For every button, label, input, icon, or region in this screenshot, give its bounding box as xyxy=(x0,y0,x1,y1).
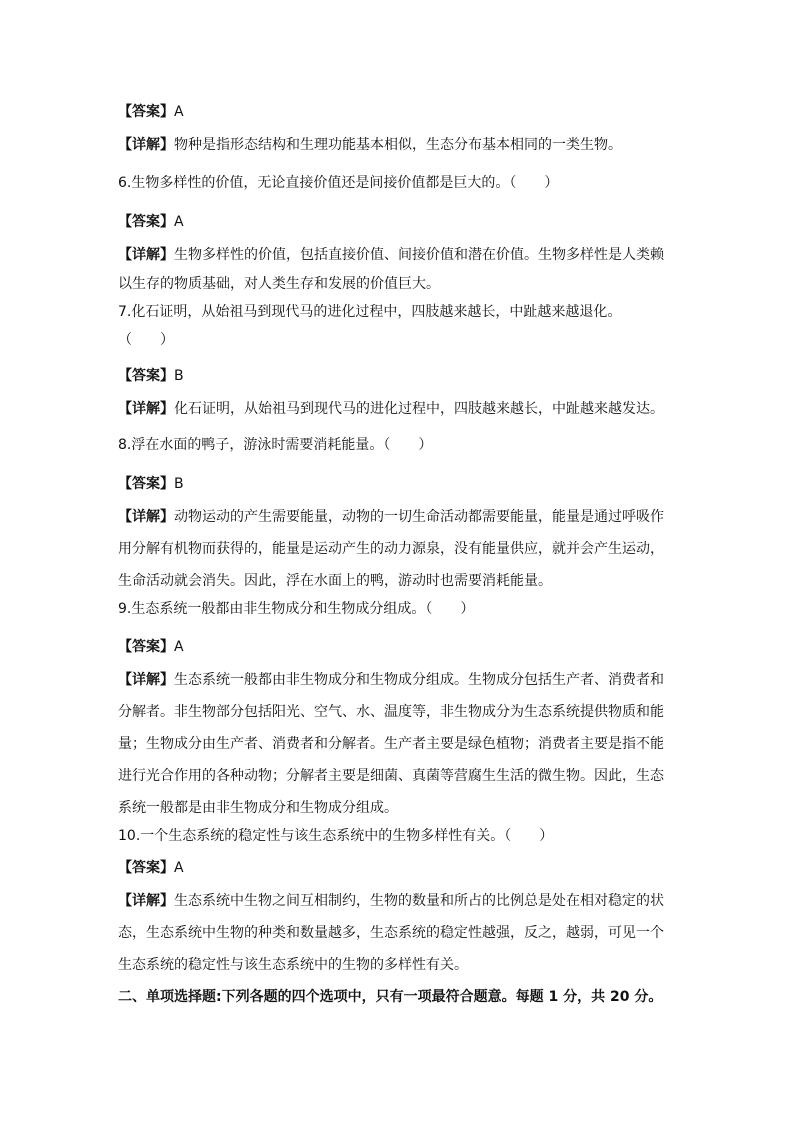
detail-text: 化石证明，从始祖马到现代马的进化过程中，四肢越来越长，中趾越来越发达。 xyxy=(174,401,664,417)
detail-line-q7 xyxy=(118,397,678,421)
answer-line-q9 xyxy=(118,635,678,659)
detail-tag: 【详解】 xyxy=(118,672,174,688)
answer-line-q6 xyxy=(118,210,678,234)
question-q6: 6.生物多样性的价值，无论直接价值还是间接价值都是巨大的。（ ） xyxy=(118,175,559,191)
detail-text: 生态系统中生物之间互相制约，生物的数量和所占的比例总是处在相对稳定的状 xyxy=(174,893,664,909)
answer-tag: 【答案】 xyxy=(118,639,174,655)
detail-text: 物种是指形态结构和生理功能基本相似，生态分布基本相同的一类生物。 xyxy=(174,137,622,153)
detail-text: 动物运动的产生需要能量，动物的一切生命活动都需要能量，能量是通过呼吸作 xyxy=(174,509,664,525)
detail-line-q5 xyxy=(118,133,678,157)
detail-text: 态，生态系统中生物的种类和数量越多，生态系统的稳定性越强，反之，越弱，可见一个 xyxy=(118,925,664,941)
detail-text: 以生存的物质基础，对人类生存和发展的价值巨大。 xyxy=(118,276,440,292)
question-q8: 8.浮在水面的鸭子，游泳时需要消耗能量。（ ） xyxy=(118,437,433,453)
detail-text: 分解者。非生物部分包括阳光、空气、水、温度等，非生物成分为生态系统提供物质和能 xyxy=(118,704,664,720)
answer-value: A xyxy=(174,639,184,655)
answer-value: A xyxy=(174,104,184,120)
answer-line-q7 xyxy=(118,364,678,388)
detail-text: 生态系统一般都由非生物成分和生物成分组成。生物成分包括生产者、消费者和 xyxy=(174,672,664,688)
answer-value: B xyxy=(174,476,184,492)
detail-text: 系统一般都是由非生物成分和生物成分组成。 xyxy=(118,800,398,816)
detail-tag: 【详解】 xyxy=(118,509,174,525)
answer-tag: 【答案】 xyxy=(118,368,174,384)
question-q9: 9.生态系统一般都由非生物成分和生物成分组成。（ ） xyxy=(118,601,475,617)
answer-line-q10 xyxy=(118,856,678,880)
answer-tag: 【答案】 xyxy=(118,104,174,120)
answer-tag: 【答案】 xyxy=(118,860,174,876)
detail-text: 量；生物成分由生产者、消费者和分解者。生产者主要是绿色植物；消费者主要是指不能 xyxy=(118,736,664,752)
detail-line-q9 xyxy=(118,668,678,692)
answer-value: A xyxy=(174,214,184,230)
detail-text: 进行光合作用的各种动物；分解者主要是细菌、真菌等营腐生生活的微生物。因此，生态 xyxy=(118,768,664,784)
detail-line-q8 xyxy=(118,505,678,529)
document-page xyxy=(118,100,678,1009)
detail-text: 生物多样性的价值，包括直接价值、间接价值和潜在价值。生物多样性是人类赖 xyxy=(174,247,664,263)
detail-text: 生命活动就会消失。因此，浮在水面上的鸭，游动时也需要消耗能量。 xyxy=(118,573,552,589)
question-q7: 7.化石证明，从始祖马到现代马的进化过程中，四肢越来越长，中趾越来越退化。 xyxy=(118,304,622,320)
answer-line-q8 xyxy=(118,472,678,496)
detail-line-q10 xyxy=(118,889,678,913)
detail-text: 生态系统的稳定性与该生态系统中的生物的多样性有关。 xyxy=(118,957,468,973)
detail-tag: 【详解】 xyxy=(118,247,174,263)
detail-tag: 【详解】 xyxy=(118,401,174,417)
answer-tag: 【答案】 xyxy=(118,214,174,230)
answer-tag: 【答案】 xyxy=(118,476,174,492)
detail-text: 用分解有机物而获得的，能量是运动产生的动力源泉，没有能量供应，就并会产生运动， xyxy=(118,541,664,557)
detail-tag: 【详解】 xyxy=(118,137,174,153)
question-q7-cont: （ ） xyxy=(118,332,174,348)
question-q10: 10.一个生态系统的稳定性与该生态系统中的生物多样性有关。（ ） xyxy=(118,828,554,844)
answer-value: B xyxy=(174,368,184,384)
section-heading: 二、单项选择题:下列各题的四个选项中，只有一项最符合题意。每题 1 分，共 20 分。 xyxy=(118,989,663,1005)
detail-line-q6 xyxy=(118,243,678,267)
answer-line-q5 xyxy=(118,100,678,124)
answer-value: A xyxy=(174,860,184,876)
detail-tag: 【详解】 xyxy=(118,893,174,909)
